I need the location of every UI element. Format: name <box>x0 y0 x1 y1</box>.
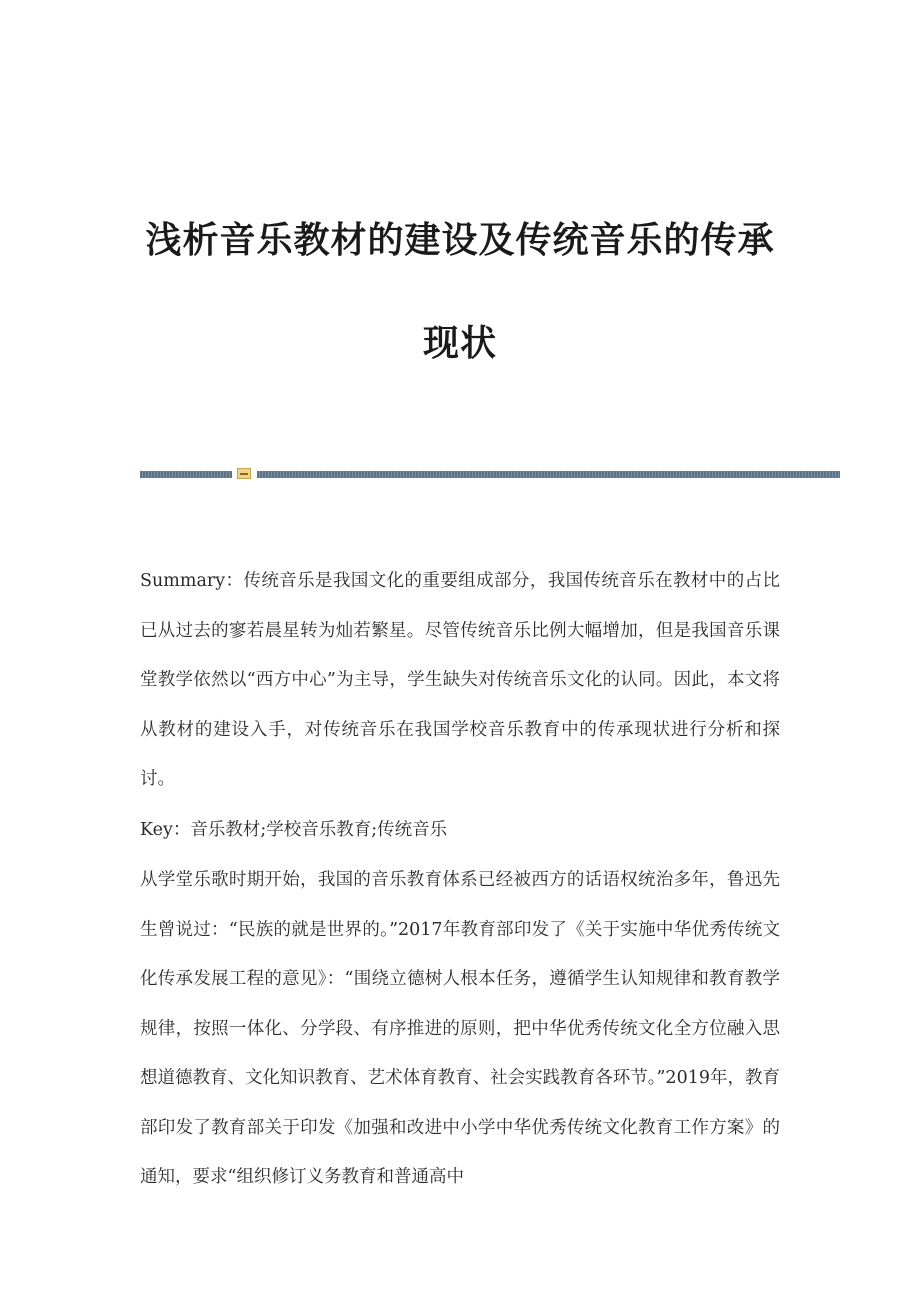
summary-label: Summary： <box>140 571 244 591</box>
divider-ornament-icon <box>237 468 251 479</box>
document-title-line-2: 现状 <box>422 323 497 364</box>
keywords-paragraph <box>140 806 780 856</box>
divider-left-bar <box>140 471 232 478</box>
summary-text: 传统音乐是我国文化的重要组成部分，我国传统音乐在教材中的占比已从过去的寥若晨星转为灿若繁星。尽管传统音乐比例大幅增加，但是我国音乐课堂教学依然以“西方中心”为主导，学生缺失对传统音乐文化的认同。因此，本文将从教材的建设入手，对传统音乐在我国学校音乐教育中的传承现状进行分析和探讨。 <box>140 571 780 789</box>
document-title-line-1: 浅析音乐教材的建设及传统音乐的传承 <box>145 220 775 261</box>
divider-right-bar <box>257 471 840 478</box>
title-divider <box>140 466 840 482</box>
body-paragraph: 从学堂乐歌时期开始，我国的音乐教育体系已经被西方的话语权统治多年，鲁迅先生曾说过：“民族的就是世界的。”2017年教育部印发了《关于实施中华优秀传统文化传承发展工程的意见》：“围绕立德树人根本任务，遵循学生认知规律和教育教学规律，按照一体化、分学段、有序推进的原则，把中华优秀传统文化全方位融入思想道德教育、文化知识教育、艺术体育教育、社会实践教育各环节。”2019年，教育部印发了教育部关于印发《加强和改进中小学中华优秀传统文化教育工作方案》的通知，要求“组织修订义务教育和普通高中 <box>140 870 780 1187</box>
summary-paragraph <box>140 557 780 805</box>
keywords-label: Key： <box>140 820 191 840</box>
keywords-text: 音乐教材;学校音乐教育;传统音乐 <box>190 820 448 840</box>
